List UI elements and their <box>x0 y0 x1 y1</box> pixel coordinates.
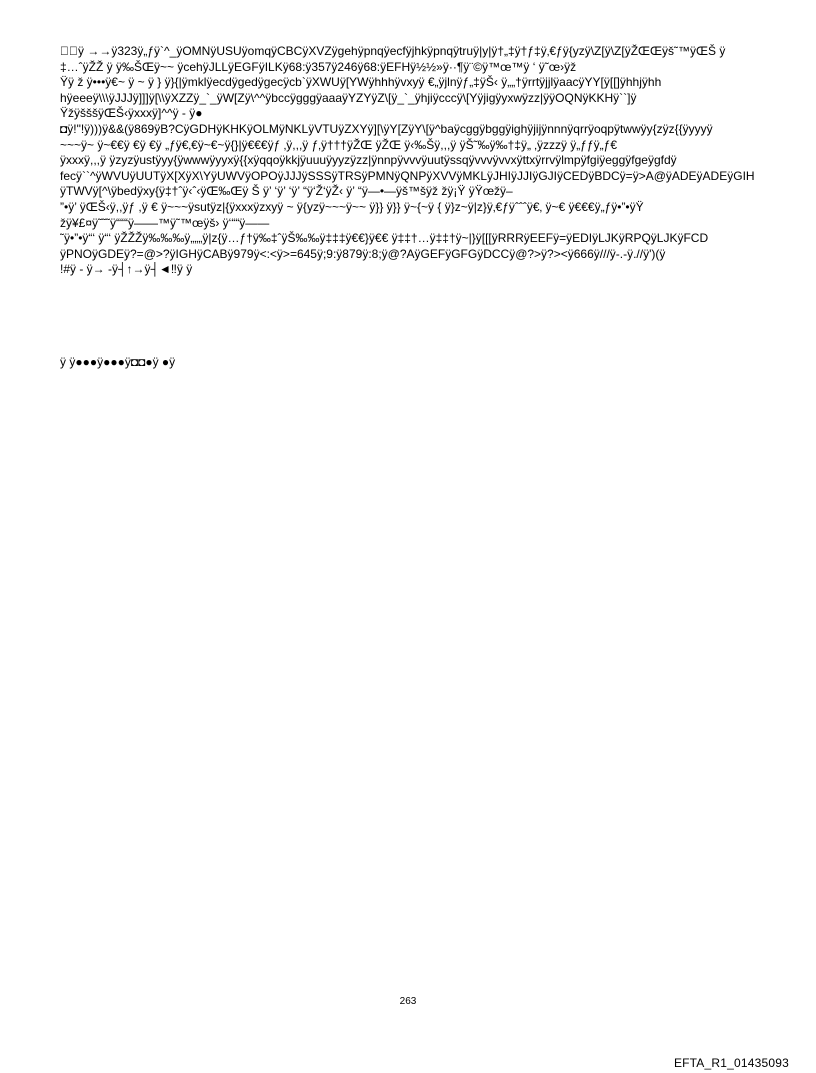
document-id-stamp: EFTA_R1_01435093 <box>673 1056 789 1070</box>
text-line: ”•ÿ’ ÿŒŠ‹ÿ,,ÿƒ ,ÿ € ÿ~~~ÿsutÿz|{ÿxxxÿzxyÿ ~ ÿ{yzÿ~~~ÿ~~ ÿ}} ÿ}} ÿ~{~ÿ { ÿ}z~ÿ|z}ÿ‚€ƒÿˆˆˆÿ€‚ ÿ~€ ÿ€€€ÿ„ƒÿ•”•ÿŸ <box>60 199 644 214</box>
page-number: 263 <box>399 996 417 1007</box>
text-line: ŸžÿšššÿŒŠ‹ÿxxxÿ]^^ÿ - ÿ● <box>60 106 203 121</box>
text-line: ˜ÿ•”•ÿ“‘ ÿ“‘ ÿŽŽŽÿ‰‰‰ÿ„„„ÿ|z{ÿ…ƒ†ÿ‰‡ˆÿŠ‰‰ÿ‡‡‡ÿ€€}ÿ€€ ÿ‡‡†…ÿ‡‡†ÿ~|}ÿ[[[ÿRRRÿEEFÿ=ÿEDIÿLJKÿRPQÿLJKÿFCD <box>60 231 709 246</box>
text-line: ÿTWVÿ[^\ÿbedÿxy{ÿ‡†ˆÿ‹ˆ‹ÿŒ‰Œÿ Š ÿ’ ‘ÿ’ ‘ÿ’ “ÿ‘Ž‘ÿŽ‹ ÿ’ “ÿ—•—ÿš™šÿž žÿ¡Ÿ ÿŸœžÿ– <box>60 184 513 199</box>
isolated-text-line: ÿ ÿ●●●ÿ●●●ÿ◘◘●ÿ ●ÿ <box>60 355 176 369</box>
text-line: hÿeeeÿ\\\ÿJJJÿ]]]ÿ[\\ÿXZZÿ_`_ÿW[Zÿ\^^ÿbccÿgggÿaaaÿYZYÿZ\[ÿ_`_ÿhjiÿcccÿ\[Yÿjigÿyxwÿzz|ÿÿOQNÿKKHÿ``]ÿ <box>60 90 637 105</box>
garbled-text-block <box>60 44 776 278</box>
text-line: žÿ¥£¤ÿ˜˜˜ÿ“““ÿ——™ÿ˜™œÿš› ÿ‘““ÿ—— <box>60 215 270 230</box>
text-line: ÿxxxÿ,,,ÿ ÿzyzÿustÿyy{ÿwwwÿyyxÿ{{xÿqqoÿkkjÿuuuÿyyzÿzz|ÿnnpÿvvvÿuutÿssqÿvvvÿvvxÿttxÿrrvÿlmpÿfgiÿeggÿfgeÿgfdÿ <box>60 153 677 168</box>
text-line: ‡…ˆÿŽŽ ÿ ÿ‰ŠŒÿ~~ ÿcehÿJLLÿEGFÿILKÿ68:ÿ357ÿ246ÿ68:ÿEFHÿ½½»ÿ··¶ÿ¨©ÿ™œ™ÿ ‘ ÿ˜œ›ÿž <box>60 59 577 74</box>
text-line: !#ÿ - ÿ→ -ÿ┤↑→ÿ┤◄‼ÿ ÿ <box>60 262 193 277</box>
text-line: Ÿÿ ž ÿ•••ÿ€~ ÿ ~ ÿ } ÿ}{|ÿmklÿecdÿgedÿgecÿcb`ÿXWUÿ[YWÿhhhÿvxyÿ €„ÿjlnÿƒ„‡ÿŠ‹ ÿ„„†ÿrrtÿjjlÿaacÿYY[ÿ[[]ÿhhjÿhh <box>60 75 662 90</box>
text-line: ◘ÿ!"!ÿ)))ÿ&&(ÿ869ÿB?CÿGDHÿKHKÿOLMÿNKLÿVTUÿZXYÿ][\ÿY[ZÿY\[ÿ^baÿcggÿbggÿighÿjijÿnnnÿqrrÿoqpÿtwwÿy{zÿz{{ÿyyyÿ <box>60 121 713 136</box>
text-line: ~~~ÿ~ ÿ~€€ÿ €ÿ €ÿ „ƒÿ€‚€ÿ~€~ÿ{}|ÿ€€€ÿƒ ‚ÿ,,,ÿ ƒ‚ÿ†††ÿŽŒ ÿŽŒ ÿ‹‰Šÿ,,,ÿ ÿŠ˜‰ÿ‰†‡ÿ„ ‚ÿzzzÿ ÿ„ƒƒÿ„ƒ€ <box>60 137 617 152</box>
text-line: ÿPNOÿGDEÿ?=@>?ÿIGHÿCABÿ979ÿ<:<ÿ>=645ÿ;9:ÿ879ÿ:8;ÿ@?AÿGEFÿGFGÿDCCÿ@?>ÿ?><ÿ666ÿ///ÿ-.-ÿ.//ÿ')(ÿ <box>60 246 666 261</box>
text-line: fecÿ``^ÿWVUÿUUTÿX[XÿX\YÿUWVÿOPOÿJJJÿSSSÿTRSÿPMNÿQNPÿXVVÿMKLÿJHIÿJJIÿGJIÿCEDÿBDCÿ=ÿ>A@ÿADEÿADEÿGIH <box>60 168 755 183</box>
text-line:  ÿ →→ÿ323ÿ„ƒÿ`^_ÿOMNÿUSUÿomqÿCBCÿXVZÿgehÿpnqÿecfÿjhkÿpnqÿtruÿ|y|ÿ†„‡ÿ†ƒ‡ÿ‚€ƒÿ{yzÿ\Z[ÿ\Z[ÿŽŒŒÿš˜™ÿŒŠ ÿ <box>60 44 726 58</box>
